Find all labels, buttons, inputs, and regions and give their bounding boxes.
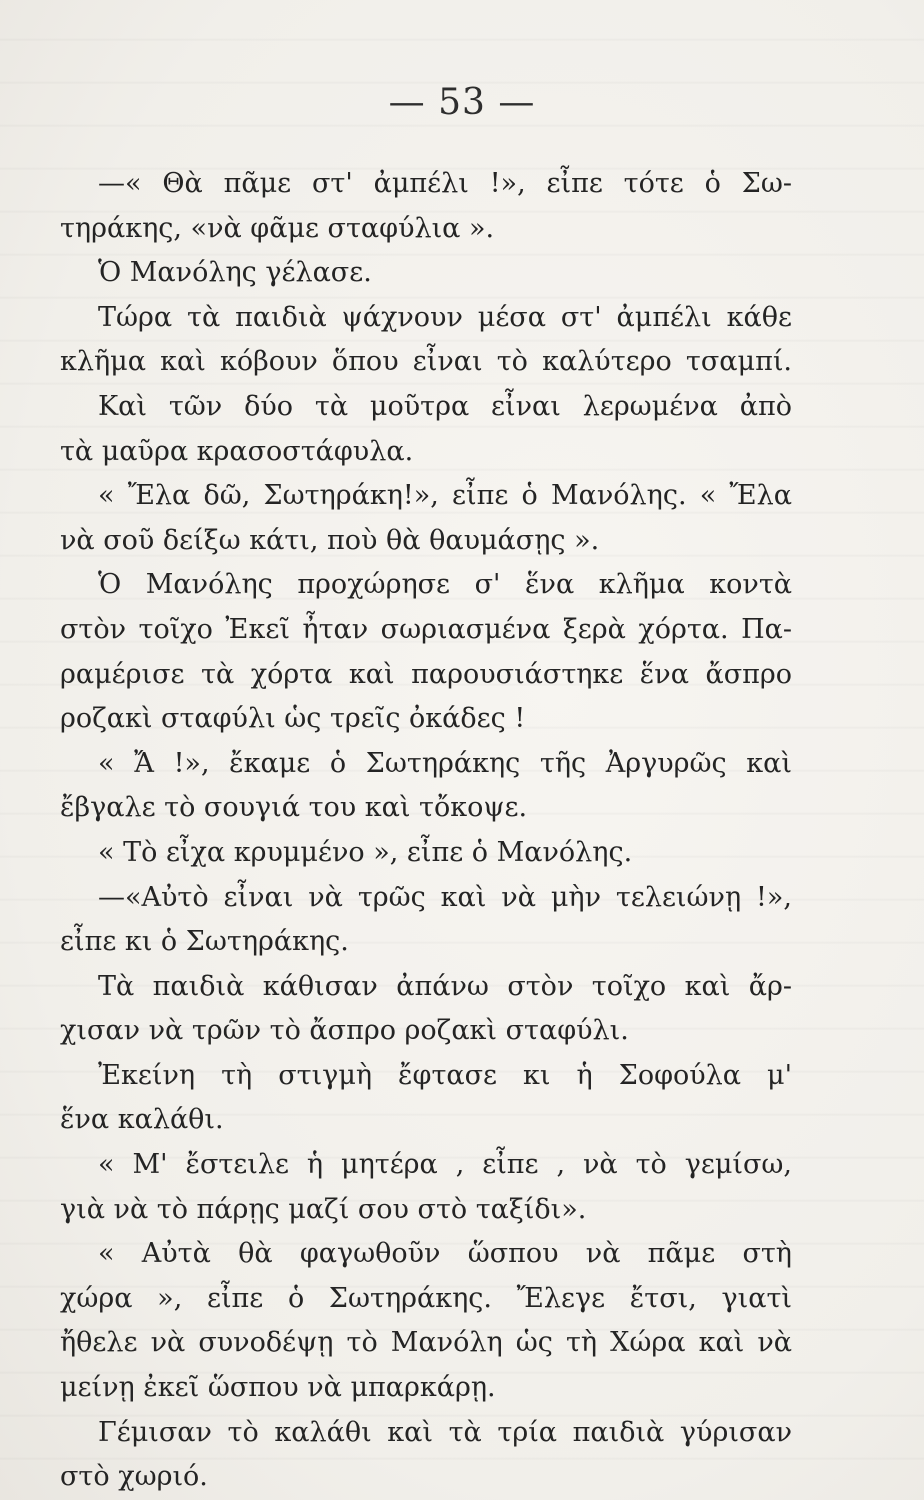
text-line: κλῆμα καὶ κόβουν ὅπου εἶναι τὸ καλύτερο τσαμπί. bbox=[60, 346, 792, 378]
text-line: ἕνα καλάθι. bbox=[60, 1104, 224, 1136]
text-line: « Αὐτὰ θὰ φαγωθοῦν ὥσπου νὰ πᾶμε στὴ bbox=[98, 1238, 792, 1270]
text-line: Τὰ παιδιὰ κάθισαν ἀπάνω στὸν τοῖχο καὶ ἄρ- bbox=[98, 970, 792, 1002]
text-line: Γέμισαν τὸ καλάθι καὶ τὰ τρία παιδιὰ γύρισαν bbox=[98, 1416, 792, 1448]
text-line: ραμέρισε τὰ χόρτα καὶ παρουσιάστηκε ἕνα ἄσπρο bbox=[60, 658, 792, 690]
text-line: ροζακὶ σταφύλι ὡς τρεῖς ὀκάδες ! bbox=[60, 703, 526, 735]
text-line: στὸ χωριό. bbox=[60, 1461, 208, 1493]
text-line: ἔβγαλε τὸ σουγιά του καὶ τὄκοψε. bbox=[60, 792, 528, 824]
page-number: — 53 — bbox=[388, 82, 536, 123]
text-line: Τώρα τὰ παιδιὰ ψάχνουν μέσα στ' ἀμπέλι κάθε bbox=[98, 301, 792, 333]
text-line: χώρα », εἶπε ὁ Σωτηράκης. Ἔλεγε ἔτσι, γιατὶ bbox=[60, 1282, 792, 1314]
text-line: εἶπε κι ὁ Σωτηράκης. bbox=[60, 926, 349, 958]
text-line: Ὁ Μανόλης γέλασε. bbox=[98, 257, 372, 289]
text-line: χισαν νὰ τρῶν τὸ ἄσπρο ροζακὶ σταφύλι. bbox=[60, 1015, 629, 1047]
text-line: « Μ' ἔστειλε ἡ μητέρα , εἶπε , νὰ τὸ γεμίσω, bbox=[98, 1149, 792, 1181]
text-line: τὰ μαῦρα κρασοστάφυλα. bbox=[60, 435, 414, 467]
text-line: τηράκης, «νὰ φᾶμε σταφύλια ». bbox=[60, 212, 495, 244]
text-line: —« Θὰ πᾶμε στ' ἀμπέλι !», εἶπε τότε ὁ Σω- bbox=[98, 168, 792, 199]
text-line: στὸν τοῖχο Ἐκεῖ ἦταν σωριασμένα ξερὰ χόρτα. Πα- bbox=[60, 613, 792, 645]
text-line: γιὰ νὰ τὸ πάρῃς μαζί σου στὸ ταξίδι». bbox=[60, 1193, 587, 1225]
text-line: Ἐκείνη τὴ στιγμὴ ἔφτασε κι ἡ Σοφούλα μ' bbox=[98, 1059, 792, 1091]
text-line: « Ἔλα δῶ, Σωτηράκη!», εἶπε ὁ Μανόλης. « Ἔλα bbox=[98, 480, 792, 512]
body-text bbox=[60, 162, 792, 1500]
text-line: Καὶ τῶν δύο τὰ μοῦτρα εἶναι λερωμένα ἀπὸ bbox=[98, 390, 792, 422]
text-line: —«Αὐτὸ εἶναι νὰ τρῶς καὶ νὰ μὴν τελειώνῃ !», bbox=[98, 881, 792, 913]
text-line: ἤθελε νὰ συνοδέψῃ τὸ Μανόλη ὡς τὴ Χώρα καὶ νὰ bbox=[60, 1327, 792, 1359]
text-line: « Ἄ !», ἔκαμε ὁ Σωτηράκης τῆς Ἀργυρῶς καὶ bbox=[98, 747, 792, 779]
text-line: « Τὸ εἶχα κρυμμένο », εἶπε ὁ Μανόλης. bbox=[98, 836, 633, 868]
text-line: Ὁ Μανόλης προχώρησε σ' ἕνα κλῆμα κοντὰ bbox=[98, 569, 792, 601]
text-line: νὰ σοῦ δείξω κάτι, ποὺ θὰ θαυμάσῃς ». bbox=[60, 524, 600, 556]
text-line: μείνῃ ἐκεῖ ὥσπου νὰ μπαρκάρῃ. bbox=[60, 1372, 496, 1404]
